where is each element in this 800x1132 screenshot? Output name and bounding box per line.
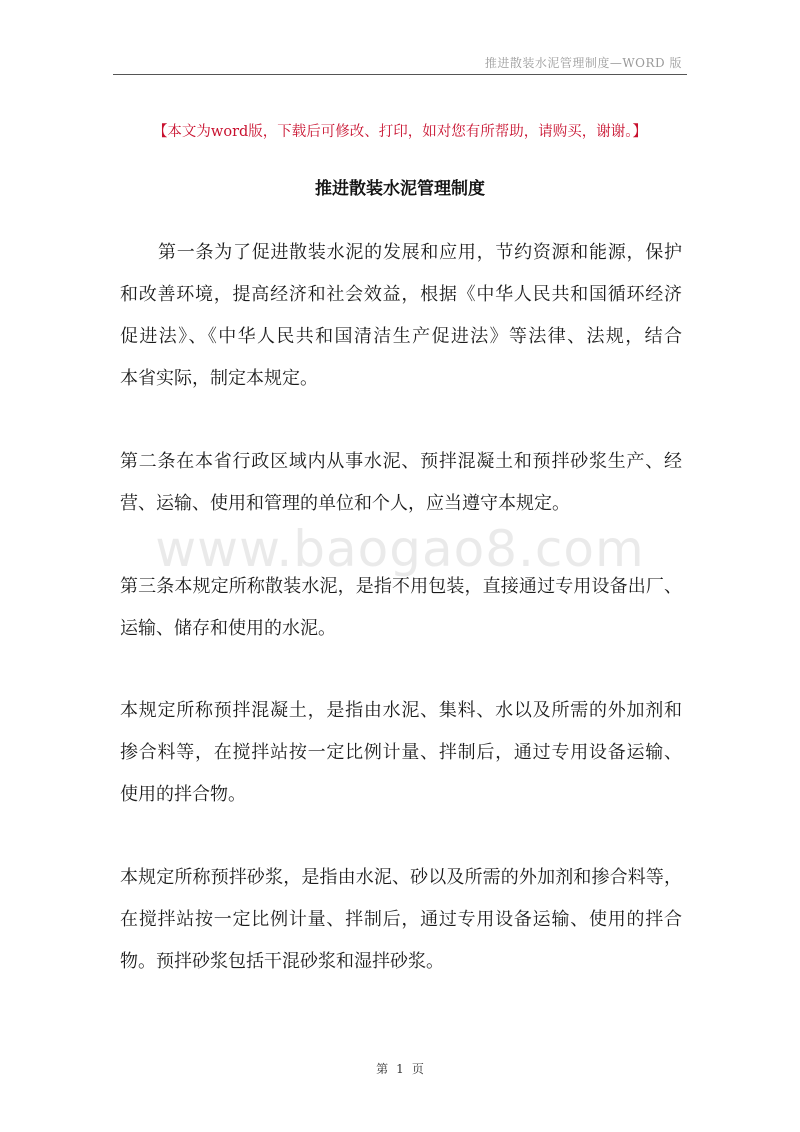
paragraph-line: 物。预拌砂浆包括干混砂浆和湿拌砂浆。 (120, 951, 444, 972)
paragraph-line: 使用的拌合物。 (120, 784, 246, 805)
paragraph-line: 第二条在本省行政区域内从事水泥、预拌混凝土和预拌砂浆生产、经 (120, 451, 682, 472)
page-label-prefix: 第 (376, 1062, 389, 1076)
page-label-suffix: 页 (411, 1062, 424, 1076)
paragraph-line: 和改善环境，提高经济和社会效益，根据《中华人民共和国循环经济 (120, 284, 682, 305)
paragraph-line: 第三条本规定所称散装水泥，是指不用包装，直接通过专用设备出厂、 (120, 576, 682, 597)
paragraph-line: 促进法》、《中华人民共和国清洁生产促进法》等法律、法规，结合 (120, 326, 682, 347)
paragraph-line: 运输、储存和使用的水泥。 (120, 618, 336, 639)
paragraph-line: 本省实际，制定本规定。 (120, 368, 318, 389)
paragraph-line: 掺合料等，在搅拌站按一定比例计量、拌制后，通过专用设备运输、 (120, 742, 682, 763)
paragraph-line: 在搅拌站按一定比例计量、拌制后，通过专用设备运输、使用的拌合 (120, 909, 682, 930)
paragraph-ready-mixed-concrete (120, 690, 682, 816)
watermark: www.baogao8.com (155, 520, 645, 578)
paragraph-article-2 (120, 441, 682, 525)
page-number: 1 (396, 1062, 404, 1076)
paragraph-ready-mixed-mortar (120, 857, 682, 983)
page-footer (0, 1060, 800, 1077)
paragraph-article-3 (120, 566, 682, 650)
paragraph-article-1 (120, 232, 682, 400)
paragraph-line: 第一条为了促进散装水泥的发展和应用，节约资源和能源，保护 (158, 242, 682, 263)
header-divider (113, 74, 687, 75)
running-header: 推进散装水泥管理制度—WORD 版 (484, 56, 682, 70)
paragraph-line: 本规定所称预拌砂浆，是指由水泥、砂以及所需的外加剂和掺合料等， (120, 867, 682, 888)
paragraph-line: 营、运输、使用和管理的单位和个人，应当遵守本规定。 (120, 493, 570, 514)
document-title: 推进散装水泥管理制度 (315, 179, 485, 199)
purchase-notice: 【本文为word版，下载后可修改、打印，如对您有所帮助，请购买，谢谢。】 (152, 124, 648, 140)
paragraph-line: 本规定所称预拌混凝土，是指由水泥、集料、水以及所需的外加剂和 (120, 700, 682, 721)
